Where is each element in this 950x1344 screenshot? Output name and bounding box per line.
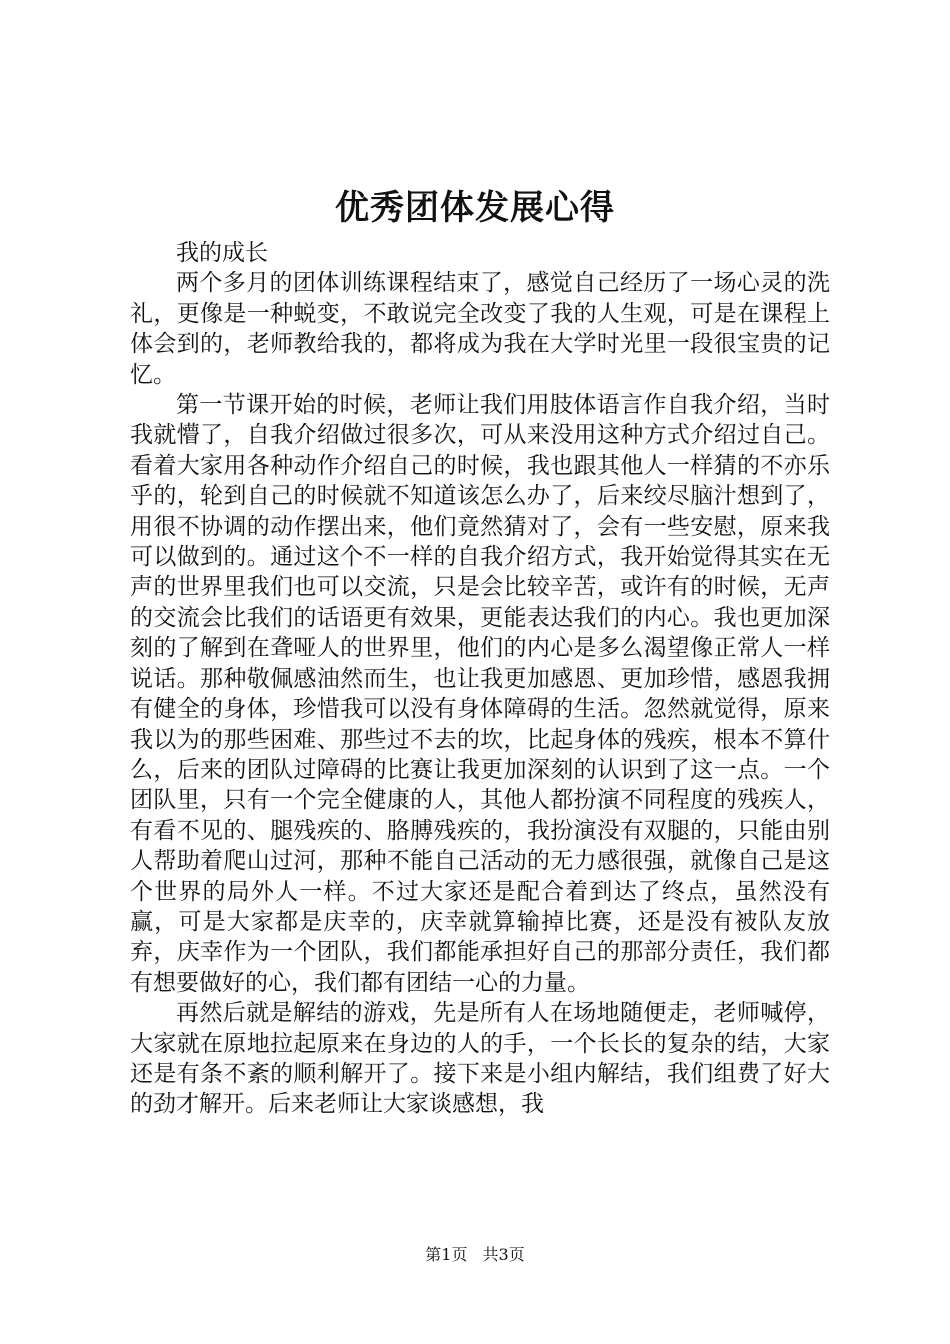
- document-body: [130, 238, 830, 1120]
- document-title: 优秀团体发展心得: [335, 188, 615, 228]
- page-footer: [0, 1244, 950, 1266]
- body-paragraph: 第一节课开始的时候，老师让我们用肢体语言作自我介绍，当时我就懵了，自我介绍做过很多次，可从来没用这种方式介绍过自己。看着大家用各种动作介绍自己的时候，我也跟其他人一样猜的不亦乐乎的，轮到自己的时候就不知道该怎么办了，后来绞尽脑汁想到了，用很不协调的动作摆出来，他们竟然猜对了，会有一些安慰，原来我可以做到的。通过这个不一样的自我介绍方式，我开始觉得其实在无声的世界里我们也可以交流，只是会比较辛苦，或许有的时候，无声的交流会比我们的话语更有效果，更能表达我们的内心。我也更加深刻的了解到在聋哑人的世界里，他们的内心是多么渴望像正常人一样说话。那种敬佩感油然而生，也让我更加感恩、更加珍惜，感恩我拥有健全的身体，珍惜我可以没有身体障碍的生活。忽然就觉得，原来我以为的那些困难、那些过不去的坎，比起身体的残疾，根本不算什么，后来的团队过障碍的比赛让我更加深刻的认识到了这一点。一个团队里，只有一个完全健康的人，其他人都扮演不同程度的残疾人，有看不见的、腿残疾的、胳膊残疾的，我扮演没有双腿的，只能由别人帮助着爬山过河，那种不能自己活动的无力感很强，就像自己是这个世界的局外人一样。不过大家还是配合着到达了终点，虽然没有赢，可是大家都是庆幸的，庆幸就算输掉比赛，还是没有被队友放弃，庆幸作为一个团队，我们都能承担好自己的那部分责任，我们都有想要做好的心，我们都有团结一心的力量。: [130, 392, 830, 996]
- page-total: 共3页: [482, 1245, 525, 1264]
- page-number: 第1页: [425, 1245, 468, 1264]
- subtitle-paragraph: 我的成长: [176, 240, 268, 266]
- body-paragraph: 两个多月的团体训练课程结束了，感觉自己经历了一场心灵的洗礼，更像是一种蜕变，不敢说完全改变了我的人生观，可是在课程上体会到的，老师教给我的，都将成为我在大学时光里一段很宝贵的记忆。: [130, 270, 830, 388]
- body-paragraph: 再然后就是解结的游戏，先是所有人在场地随便走，老师喊停，大家就在原地拉起原来在身边的人的手，一个长长的复杂的结，大家还是有条不紊的顺利解开了。接下来是小组内解结，我们组费了好大的劲才解开。后来老师让大家谈感想，我: [130, 1000, 830, 1118]
